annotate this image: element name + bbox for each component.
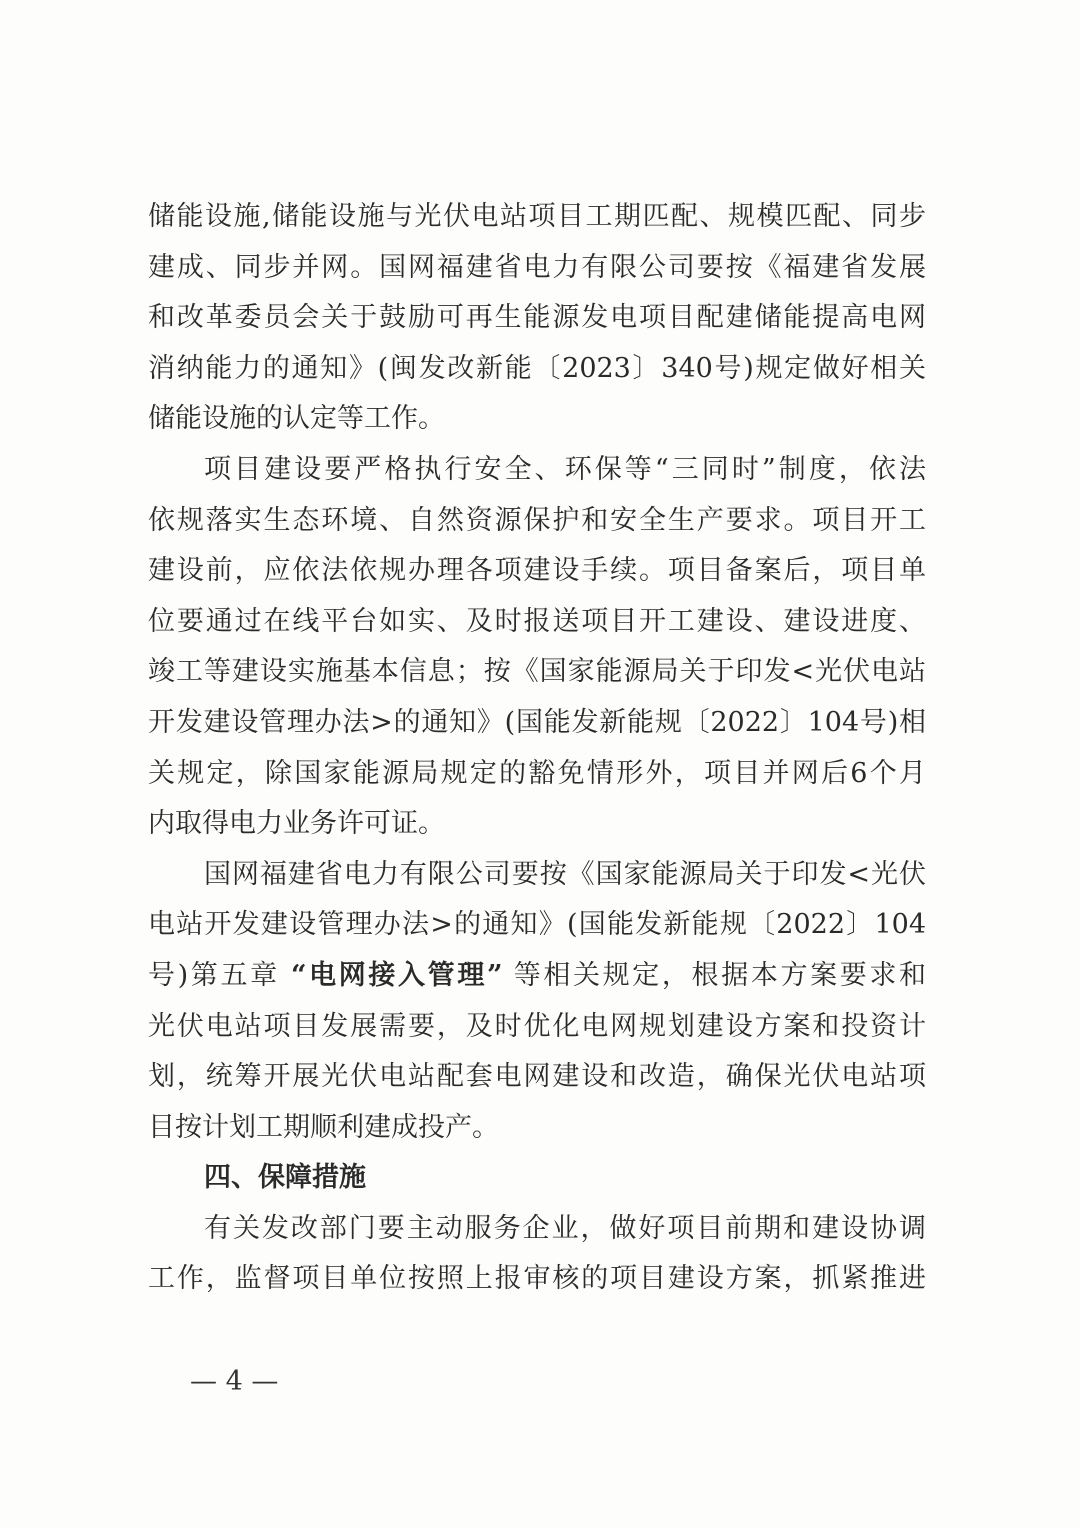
text-line: 竣工等建设实施基本信息；按《国家能源局关于印发<光伏电站 bbox=[148, 656, 926, 688]
text-line: 工作，监督项目单位按照上报审核的项目建设方案，抓紧推进 bbox=[148, 1263, 926, 1295]
bold-term: “电网接入管理” bbox=[290, 959, 503, 991]
text-line: 项目建设要严格执行安全、环保等“三同时”制度，依法 bbox=[204, 453, 926, 485]
text-line: 国网福建省电力有限公司要按《国家能源局关于印发<光伏 bbox=[204, 858, 926, 890]
text-line: 划，统筹开展光伏电站配套电网建设和改造，确保光伏电站项 bbox=[148, 1061, 926, 1093]
text-line: 建设前，应依法依规办理各项建设手续。项目备案后，项目单 bbox=[148, 555, 926, 587]
text-line bbox=[148, 951, 926, 1002]
text-line: 储能设施的认定等工作。 bbox=[148, 403, 445, 435]
section-heading: 四、保障措施 bbox=[204, 1162, 366, 1194]
document-body bbox=[148, 192, 926, 1305]
text-line: 依规落实生态环境、自然资源保护和安全生产要求。项目开工 bbox=[148, 504, 926, 536]
text-span: 等相关规定，根据本方案要求和 bbox=[513, 959, 927, 991]
text-line: 光伏电站项目发展需要，及时优化电网规划建设方案和投资计 bbox=[148, 1010, 926, 1042]
text-line: 开发建设管理办法>的通知》(国能发新能规〔2022〕104号)相 bbox=[148, 706, 926, 738]
text-line: 内取得电力业务许可证。 bbox=[148, 808, 445, 840]
page-number: — 4 — bbox=[190, 1366, 279, 1397]
text-span: 号)第五章 bbox=[148, 959, 280, 991]
text-line: 建成、同步并网。国网福建省电力有限公司要按《福建省发展 bbox=[148, 251, 926, 283]
text-line: 电站开发建设管理办法>的通知》(国能发新能规〔2022〕104 bbox=[148, 909, 926, 941]
text-line: 储能设施,储能设施与光伏电站项目工期匹配、规模匹配、同步 bbox=[148, 201, 926, 232]
text-line: 和改革委员会关于鼓励可再生能源发电项目配建储能提高电网 bbox=[148, 302, 926, 334]
text-line: 有关发改部门要主动服务企业，做好项目前期和建设协调 bbox=[204, 1212, 926, 1244]
text-line: 位要通过在线平台如实、及时报送项目开工建设、建设进度、 bbox=[148, 605, 926, 637]
text-line: 消纳能力的通知》(闽发改新能〔2023〕340号)规定做好相关 bbox=[148, 352, 926, 384]
text-line: 关规定，除国家能源局规定的豁免情形外，项目并网后6个月 bbox=[148, 757, 926, 789]
text-line: 目按计划工期顺利建成投产。 bbox=[148, 1111, 499, 1143]
